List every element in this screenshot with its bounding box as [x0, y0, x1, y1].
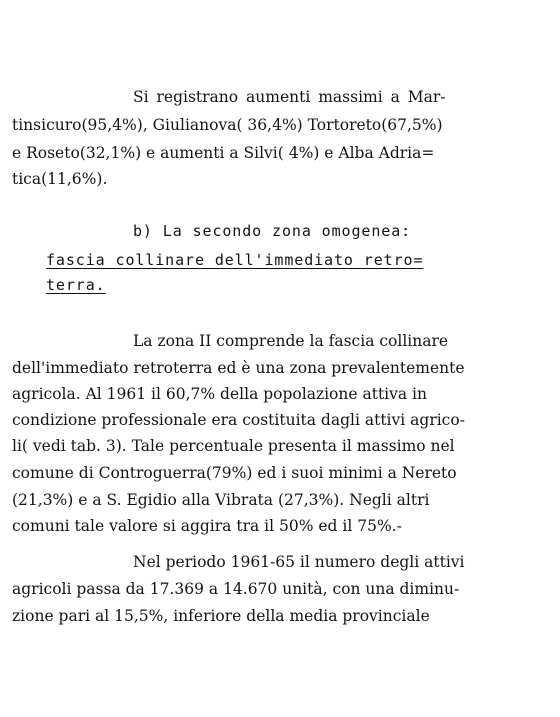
paragraph-line: agricola. Al 1961 il 60,7% della popolazione attiva in [12, 385, 427, 403]
paragraph-line: zione pari al 15,5%, inferiore della media provinciale [12, 607, 430, 625]
section-heading-line: terra. [46, 276, 106, 294]
paragraph-line: li( vedi tab. 3). Tale percentuale presenta il massimo nel [12, 437, 455, 455]
paragraph-line: e Roseto(32,1%) e aumenti a Silvi( 4%) e Alba Adria= [12, 144, 435, 162]
paragraph-line: tinsicuro(95,4%), Giulianova( 36,4%) Tortoreto(67,5%) [12, 116, 443, 134]
section-heading-text: b) La secondo zona omogenea: [133, 222, 412, 240]
paragraph-line: tica(11,6%). [12, 170, 108, 188]
paragraph-line: (21,3%) e a S. Egidio alla Vibrata (27,3%). Negli altri [12, 491, 430, 509]
paragraph-line: condizione professionale era costituita dagli attivi agrico- [12, 411, 465, 429]
paragraph-line: comuni tale valore si aggira tra il 50% ed il 75%.- [12, 517, 402, 535]
section-heading-line [133, 222, 411, 240]
paragraph-line: Si registrano aumenti massimi a Mar- [133, 88, 446, 106]
section-heading-line: fascia collinare dell'immediato retro= [46, 251, 424, 269]
paragraph-line: comune di Controguerra(79%) ed i suoi minimi a Nereto [12, 464, 457, 482]
paragraph-line: Nel periodo 1961-65 il numero degli attivi [133, 553, 465, 571]
paragraph-line: dell'immediato retroterra ed è una zona prevalentemente [12, 359, 465, 377]
paragraph-line: agricoli passa da 17.369 a 14.670 unità, con una diminu- [12, 580, 460, 598]
paragraph-line: La zona II comprende la fascia collinare [133, 332, 449, 350]
